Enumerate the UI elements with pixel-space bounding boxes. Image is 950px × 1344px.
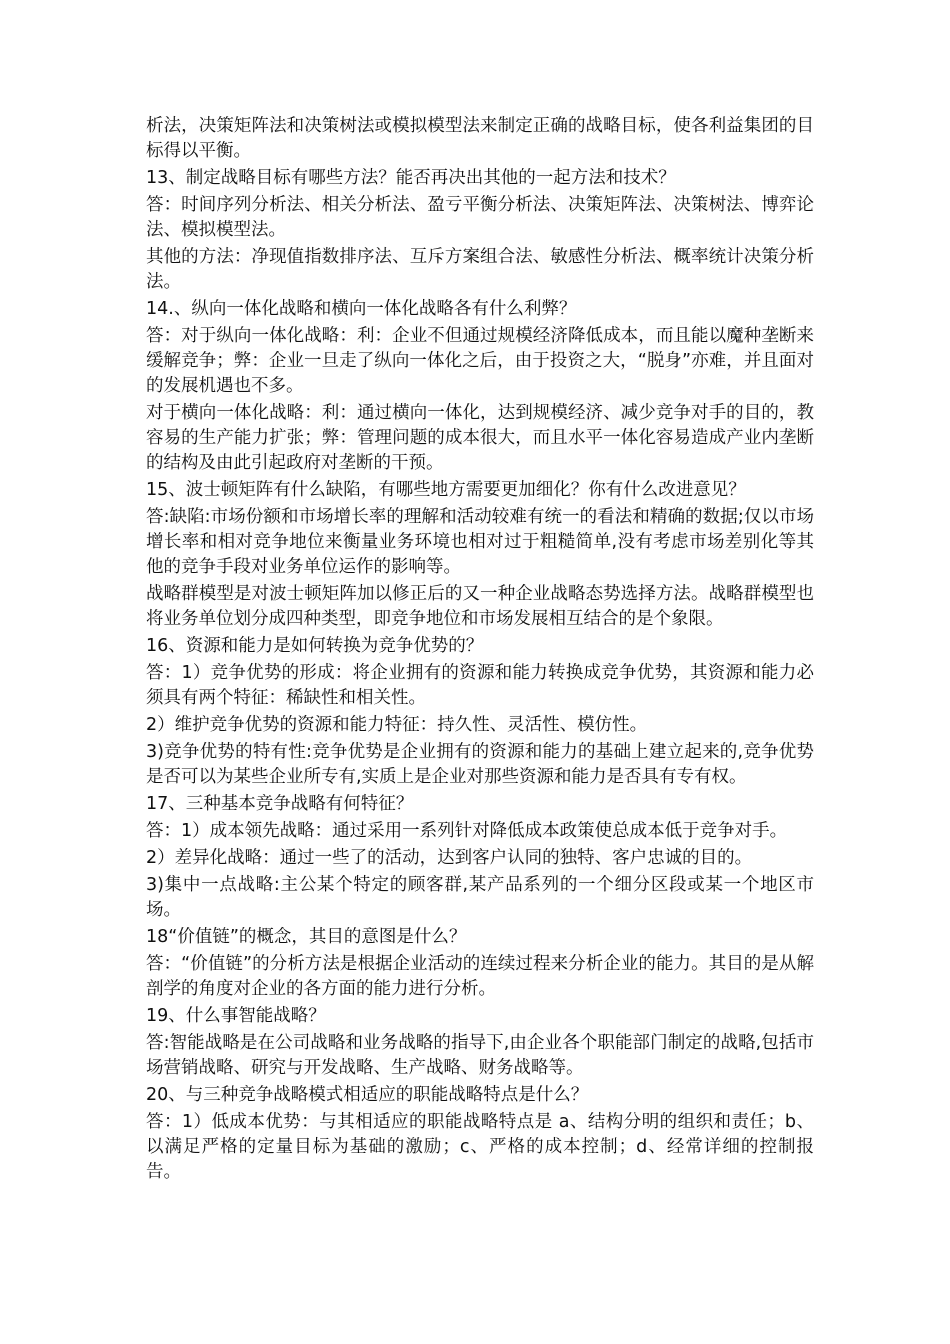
question-heading: 15、波士顿矩阵有什么缺陷，有哪些地方需要更加细化？你有什么改进意见？ [146, 480, 746, 500]
answer-paragraph: 答:缺陷:市场份额和市场增长率的理解和活动较难有统一的看法和精确的数据;仅以市场增长率和相对竞争地位来衡量业务环境也相对过于粗糙简单,没有考虑市场差别化等其他的竞争手段对业务单位运作的影响等。 [146, 507, 814, 577]
paragraph: 战略群模型是对波士顿矩阵加以修正后的又一种企业战略态势选择方法。战略群模型也将业务单位划分成四种类型，即竞争地位和市场发展相互结合的是个象限。 [146, 584, 814, 629]
question-heading: 18“价值链”的概念，其目的意图是什么？ [146, 927, 467, 947]
question-heading: 19、什么事智能战略？ [146, 1006, 326, 1026]
paragraph: 3)集中一点战略:主公某个特定的顾客群,某产品系列的一个细分区段或某一个地区市场。 [146, 875, 814, 920]
answer-paragraph: 答：“价值链”的分析方法是根据企业活动的连续过程来分析企业的能力。其目的是从解剖学的角度对企业的各方面的能力进行分析。 [146, 954, 814, 999]
paragraph: 2）差异化战略：通过一些了的活动，达到客户认同的独特、客户忠诚的目的。 [146, 848, 753, 868]
question-heading: 14.、纵向一体化战略和横向一体化战略各有什么利弊？ [146, 299, 577, 319]
answer-paragraph: 答：时间序列分析法、相关分析法、盈亏平衡分析法、决策矩阵法、决策树法、博弈论法、模拟模型法。 [146, 195, 814, 240]
question-heading: 20、与三种竞争战略模式相适应的职能战略特点是什么？ [146, 1085, 589, 1105]
paragraph: 其他的方法：净现值指数排序法、互斥方案组合法、敏感性分析法、概率统计决策分析法。 [146, 247, 814, 292]
answer-paragraph: 答：1）成本领先战略：通过采用一系列针对降低成本政策使总成本低于竞争对手。 [146, 821, 788, 841]
answer-paragraph: 答:智能战略是在公司战略和业务战略的指导下,由企业各个职能部门制定的战略,包括市场营销战略、研究与开发战略、生产战略、财务战略等。 [146, 1033, 814, 1078]
answer-paragraph: 答：1）低成本优势：与其相适应的职能战略特点是 a、结构分明的组织和责任；b、以满足严格的定量目标为基础的激励；c、严格的成本控制；d、经常详细的控制报告。 [146, 1112, 814, 1182]
paragraph: 析法，决策矩阵法和决策树法或模拟模型法来制定正确的战略目标，使各利益集团的目标得以平衡。 [146, 116, 814, 161]
question-heading: 13、制定战略目标有哪些方法？能否再决出其他的一起方法和技术？ [146, 168, 676, 188]
paragraph: 3)竞争优势的特有性:竞争优势是企业拥有的资源和能力的基础上建立起来的,竞争优势是否可以为某些企业所专有,实质上是企业对那些资源和能力是否具有专有权。 [146, 742, 814, 787]
paragraph: 对于横向一体化战略：利：通过横向一体化，达到规模经济、减少竞争对手的目的，教容易的生产能力扩张；弊：管理问题的成本很大，而且水平一体化容易造成产业内垄断的结构及由此引起政府对垄断的干预。 [146, 403, 814, 473]
document-body [146, 114, 814, 1187]
question-heading: 17、三种基本竞争战略有何特征？ [146, 794, 414, 814]
answer-paragraph: 答：对于纵向一体化战略：利：企业不但通过规模经济降低成本，而且能以魔种垄断来缓解竞争；弊：企业一旦走了纵向一体化之后，由于投资之大，“脱身”亦难，并且面对的发展机遇也不多。 [146, 326, 814, 396]
paragraph: 2）维护竞争优势的资源和能力特征：持久性、灵活性、模仿性。 [146, 715, 648, 735]
question-heading: 16、资源和能力是如何转换为竞争优势的？ [146, 636, 484, 656]
answer-paragraph: 答：1）竞争优势的形成：将企业拥有的资源和能力转换成竞争优势，其资源和能力必须具有两个特征：稀缺性和相关性。 [146, 663, 814, 708]
